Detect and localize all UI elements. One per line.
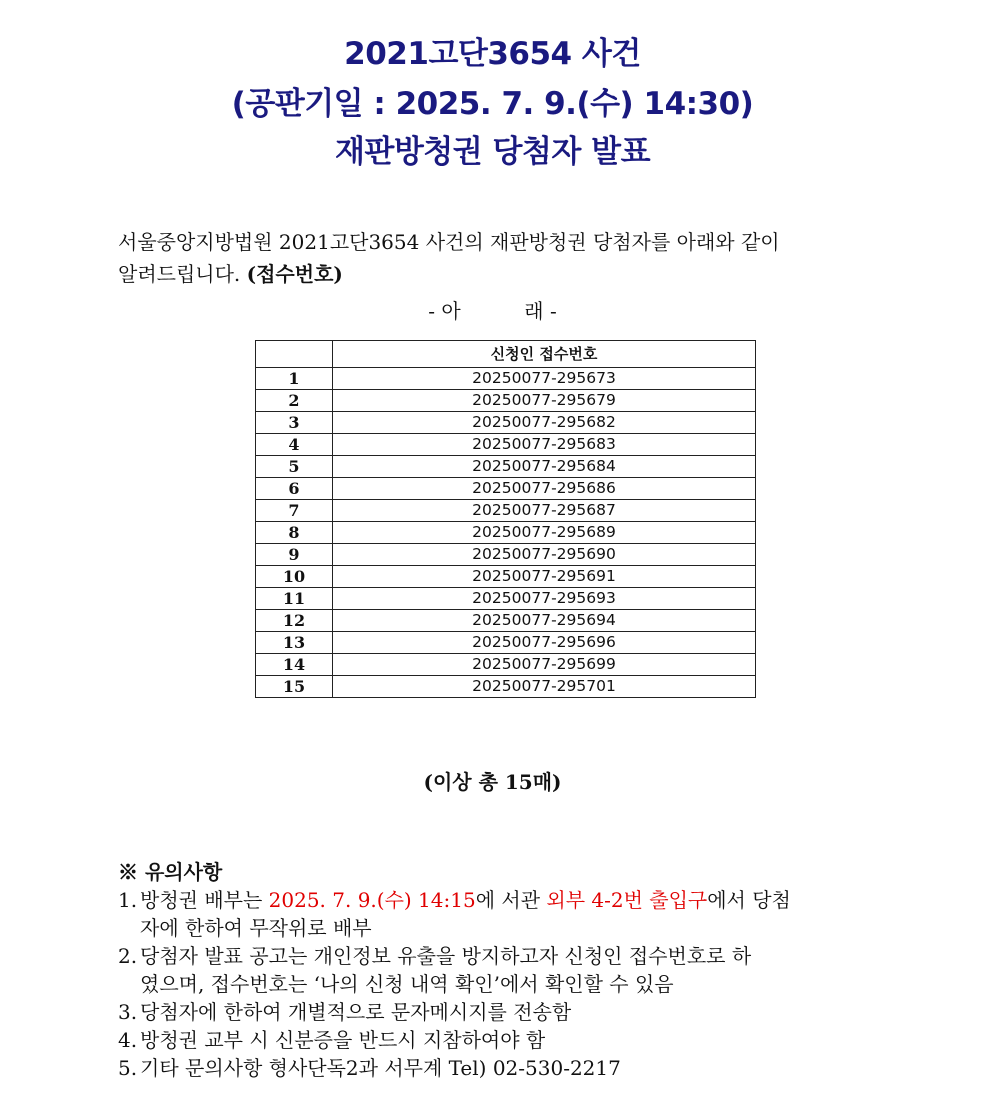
receipt-number: 20250077-295686	[333, 478, 756, 500]
intro-line-2-text: 알려드립니다.	[118, 262, 247, 286]
note-item-5	[118, 1054, 878, 1082]
receipt-number: 20250077-295690	[333, 544, 756, 566]
note-text	[140, 886, 878, 914]
receipt-number: 20250077-295683	[333, 434, 756, 456]
row-index: 15	[256, 676, 333, 698]
row-index: 6	[256, 478, 333, 500]
table-row	[256, 588, 756, 610]
receipt-number: 20250077-295701	[333, 676, 756, 698]
notes-section	[118, 858, 878, 1082]
table-header-index	[256, 341, 333, 368]
note-1-text-c: 에서 당첨	[707, 888, 791, 912]
note-number: 1.	[118, 888, 138, 912]
note-number: 2.	[118, 944, 138, 968]
row-index: 8	[256, 522, 333, 544]
note-text: 당첨자 발표 공고는 개인정보 유출을 방지하고자 신청인 접수번호로 하	[140, 944, 752, 968]
note-1-location: 외부 4-2번 출입구	[546, 888, 708, 912]
note-number: 4.	[118, 1028, 138, 1052]
row-index: 4	[256, 434, 333, 456]
table-row	[256, 390, 756, 412]
row-index: 3	[256, 412, 333, 434]
receipt-number: 20250077-295682	[333, 412, 756, 434]
intro-line-2	[118, 258, 878, 291]
note-number: 3.	[118, 1000, 138, 1024]
row-index: 12	[256, 610, 333, 632]
receipt-number: 20250077-295699	[333, 654, 756, 676]
table-header-label: 신청인 접수번호	[333, 341, 756, 368]
row-index: 9	[256, 544, 333, 566]
note-1-continued: 자에 한하여 무작위로 배부	[140, 916, 372, 940]
table-row	[256, 368, 756, 390]
receipt-number: 20250077-295694	[333, 610, 756, 632]
note-item-4	[118, 1026, 878, 1054]
winners-table	[255, 340, 756, 698]
table-row	[256, 676, 756, 698]
table-row	[256, 566, 756, 588]
row-index: 5	[256, 456, 333, 478]
receipt-number: 20250077-295684	[333, 456, 756, 478]
receipt-number: 20250077-295673	[333, 368, 756, 390]
title-line-3: 재판방청권 당첨자 발표	[334, 134, 651, 170]
note-text: 당첨자에 한하여 개별적으로 문자메시지를 전송함	[140, 1000, 572, 1024]
below-label: - 아 래 -	[428, 299, 557, 323]
table-row	[256, 412, 756, 434]
row-index: 13	[256, 632, 333, 654]
receipt-number: 20250077-295696	[333, 632, 756, 654]
receipt-number: 20250077-295691	[333, 566, 756, 588]
notes-header: ※ 유의사항	[118, 860, 223, 884]
total-count: (이상 총 15매)	[423, 770, 562, 794]
receipt-number: 20250077-295689	[333, 522, 756, 544]
receipt-number: 20250077-295679	[333, 390, 756, 412]
note-text: 기타 문의사항 형사단독2과 서무계 Tel) 02-530-2217	[140, 1056, 621, 1080]
table-row	[256, 500, 756, 522]
note-item-2	[118, 942, 878, 970]
row-index: 2	[256, 390, 333, 412]
row-index: 1	[256, 368, 333, 390]
note-item-3	[118, 998, 878, 1026]
table-row	[256, 478, 756, 500]
note-text: 방청권 교부 시 신분증을 반드시 지참하여야 함	[140, 1028, 546, 1052]
title-line-1: 2021고단3654 사건	[344, 36, 641, 72]
note-item-1	[118, 886, 878, 914]
table-row	[256, 456, 756, 478]
note-1-text-b: 에 서관	[475, 888, 547, 912]
table-row	[256, 610, 756, 632]
table-header-row	[256, 341, 756, 368]
intro-line-2-bold: (접수번호)	[246, 262, 343, 286]
row-index: 10	[256, 566, 333, 588]
table-row	[256, 434, 756, 456]
table-row	[256, 654, 756, 676]
note-number: 5.	[118, 1056, 138, 1080]
row-index: 7	[256, 500, 333, 522]
title-line-2: (공판기일 : 2025. 7. 9.(수) 14:30)	[231, 86, 754, 122]
intro-line-1: 서울중앙지방법원 2021고단3654 사건의 재판방청권 당첨자를 아래와 같이	[118, 230, 780, 254]
note-1-date: 2025. 7. 9.(수) 14:15	[268, 888, 476, 912]
row-index: 14	[256, 654, 333, 676]
table-row	[256, 544, 756, 566]
note-1-text-a: 방청권 배부는	[140, 888, 269, 912]
table-row	[256, 632, 756, 654]
receipt-number: 20250077-295693	[333, 588, 756, 610]
table-row	[256, 522, 756, 544]
table-body	[256, 368, 756, 698]
receipt-number: 20250077-295687	[333, 500, 756, 522]
note-2-continued: 였으며, 접수번호는 ‘나의 신청 내역 확인’에서 확인할 수 있음	[140, 972, 674, 996]
row-index: 11	[256, 588, 333, 610]
